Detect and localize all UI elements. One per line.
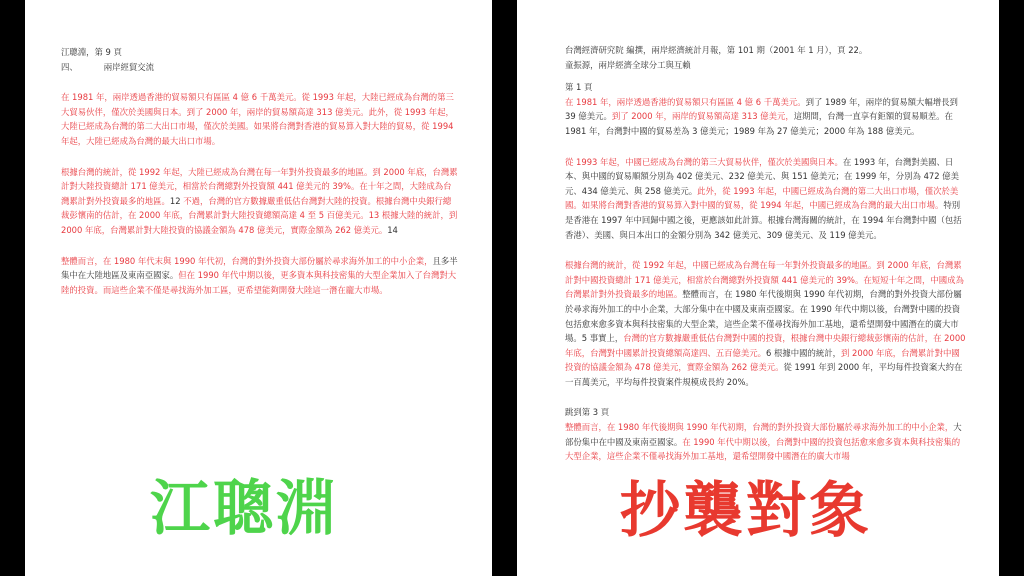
right-jump-label: 跳到第 3 頁 xyxy=(565,407,610,418)
right-paragraph-3 xyxy=(565,258,966,389)
right-p2-matched-a: 從 1993 年起，中國已經成為台灣的第三大貿易伙伴，僅次於美國與日本。 xyxy=(565,156,843,167)
right-p3-matched-c: 到 2000 年底，台灣累計對中國投資的協議金額為 478 億美元，實際金額為 262 億美元。 xyxy=(565,347,960,373)
left-paragraph-1: 在 1981 年，兩岸透過香港的貿易額只有區區 4 億 6 千萬美元。從 1993 年起，大陸已經成為台灣的第三大貿易伙伴，僅次於美國與日本。到了 2000 年，兩岸的貿易額高達 313 億美元。此外，從 1993 年起，大陸已經成為台灣的第二大出口市場，僅次於美國。如果將台灣對香港的貿易算入對大陸的貿易，從 1994 年起，大陸已經成為台灣的最大出口市場。 xyxy=(61,92,454,146)
right-page-label: 第 1 頁 xyxy=(565,82,593,93)
right-p3-matched-b: 台灣的官方數據嚴重低估台灣對中國的投資，根據台灣中央銀行總裁彭懷南的估計，在 2000 年底，台灣對中國累計投資總額高達四、五百億美元。 xyxy=(565,333,966,358)
right-paragraph-2 xyxy=(565,155,966,243)
right-p3-other-a: 整體而言，在 1980 年代後期與 1990 年代初期，台灣的對外投資大部份屬於尋求海外加工的中小企業，大部分集中在中國及東南亞國家。在 1990 年代中期以後，台灣對中國的投資包括愈來愈多資本與科技密集的大型企業，這些企業不僅尋找海外加工基地，還希望開發中國潛在的廣大市場。5 事實上， xyxy=(565,289,962,344)
left-p2-copied-b: 不過，台灣的官方數據嚴重低估台灣對大陸的投資。根據台灣中央銀行總裁彭懷南的估計，在 2000 年底，台灣累計對大陸投資總額高達 4 至 5 百億美元。13 根據大陸的統計，到 2000 年底，台灣累計對大陸投資的協議金額為 478 億美元，實際金額為 262 億美元。 xyxy=(61,195,458,235)
right-paragraph-4 xyxy=(565,420,966,464)
right-paragraph-1 xyxy=(565,95,966,139)
left-p2-footnote-14: 14 xyxy=(387,224,398,235)
left-p3-copied-b: 但在 1990 年代中期以後，更多資本與科技密集的大型企業加入了台灣對大陸的投資。而這些企業不僅是尋找海外加工區，更希望能夠開發大陸這一潛在龐大市場。 xyxy=(61,270,457,295)
right-p2-other-a: 在 1993 年，台灣對美國、日本、與中國的貿易順額分別為 402 億美元、232 億美元、與 151 億美元；在 1999 年，分別為 472 億美元、434 億美元、與 258 億美元。 xyxy=(565,156,959,196)
right-p1-matched-b: 到了 2000 年，兩岸的貿易額高達 313 億美元， xyxy=(611,111,794,122)
right-p3-other-c: 從 1991 年到 2000 年，平均每件投資案大約在一百萬美元，平均每件投資案件規模成長約 20%。 xyxy=(565,362,963,387)
right-p3-matched-a: 根據台灣的統計，從 1992 年起，中國已經成為台灣在每一年對外投資最多的地區。到 2000 年底，台灣累計對中國投資總計 171 億美元，相當於台灣總對外投資額 441 億美元的 39%。在短短十年之間，中國成為台灣累計對外投資最多的地區。 xyxy=(565,260,964,300)
left-paragraph-3 xyxy=(61,254,458,298)
right-source-line-1: 台灣經濟研究院 編撰，兩岸經濟統計月報，第 101 期（2001 年 1 月），頁 22。 xyxy=(565,45,868,55)
caption-plagiarized-source: 抄襲對象 xyxy=(620,476,872,546)
left-paragraph-2 xyxy=(61,165,458,238)
left-p3-copied-a: 整體而言，在 1980 年代末與 1990 年代初，台灣的對外投資大部份屬於尋求海外加工的中小企業， xyxy=(61,255,433,266)
right-p4-other-a: 大部份集中在中國及東南亞國家。 xyxy=(565,422,962,447)
right-p2-other-b: 特別是香港在 1997 年中回歸中國之後，更應該如此計算。根據台灣海關的統計，在 1994 年台灣對中國（包括香港）、美國、與日本出口的金額分別為 342 億美元、309 億美元、及 119 億美元。 xyxy=(565,200,962,240)
right-p4-matched-b: 在 1990 年代中期以後，台灣對中國的投資包括愈來愈多資本與科技密集的大型企業，這些企業不僅尋找海外加工基地，還希望開發中國潛在的廣大市場 xyxy=(565,436,961,462)
left-section-title: 兩岸經貿交流 xyxy=(103,61,154,72)
right-p1-other-b: 這期間，台灣一直享有鉅額的貿易順差。在 1981 年，台灣對中國的貿易差為 3 億美元；1989 年為 27 億美元；2000 年為 188 億美元。 xyxy=(565,111,953,136)
right-source-line-2: 童振源，兩岸經濟全球分工與互賴 xyxy=(565,59,691,70)
caption-author-name: 江聰淵 xyxy=(150,474,339,544)
right-p2-matched-b: 此外，從 1993 年起，中國已經成為台灣的第二大出口市場，僅次於美國。如果將台灣對香港的貿易算入對中國的貿易，從 1994 年起，中國已經成為台灣的最大出口市場。 xyxy=(565,185,959,211)
right-p4-matched-a: 整體而言，在 1980 年代後期與 1990 年代初期，台灣的對外投資大部份屬於尋求海外加工的中小企業， xyxy=(565,422,954,433)
right-p1-matched-a: 在 1981 年，兩岸透過香港的貿易額只有區區 4 億 6 千萬美元。 xyxy=(565,96,806,107)
right-p1-other-a: 到了 1989 年，兩岸的貿易額大幅增長到 39 億美元。 xyxy=(565,96,958,122)
left-p3-original: 且多半集中在大陸地區及東南亞國家。 xyxy=(61,255,458,281)
left-page-header: 江聰淵，第 9 頁 xyxy=(61,47,122,57)
left-section-heading xyxy=(61,60,458,75)
left-section-number: 四、 xyxy=(61,61,78,72)
left-p2-footnote-12: 12 xyxy=(169,195,181,206)
right-p3-other-b: 6 根據中國的統計， xyxy=(766,347,841,358)
left-p2-copied-a: 根據台灣的統計，從 1992 年起，大陸已經成為台灣在每一年對外投資最多的地區。到 2000 年底，台灣累計對大陸投資總計 171 億美元，相當於台灣總對外投資額 441 億美元的 39%。在十年之間，大陸成為台灣累計對外投資最多的地區。 xyxy=(61,166,458,206)
